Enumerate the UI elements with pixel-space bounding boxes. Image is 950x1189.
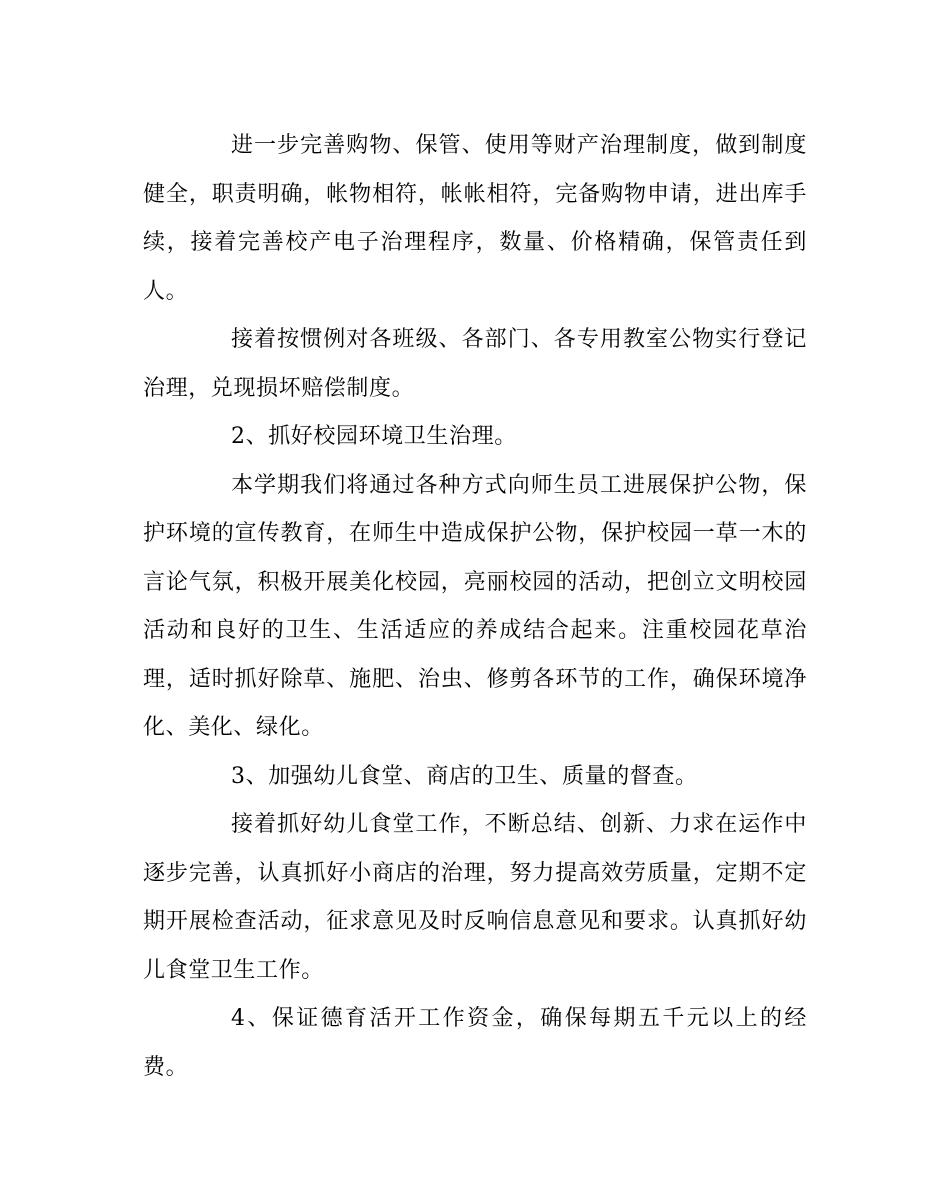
- paragraph-canteen-work: 接着抓好幼儿食堂工作，不断总结、创新、力求在运作中逐步完善，认真抓好小商店的治理，努力提高效劳质量，定期不定期开展检查活动，征求意见及时反响信息意见和要求。认真抓好幼儿食堂卫生工作。: [143, 812, 807, 983]
- document-body: [143, 122, 807, 1092]
- heading-campus-hygiene: 2、抓好校园环境卫生治理。: [231, 424, 517, 449]
- paragraph-public-property-registration: 接着按惯例对各班级、各部门、各专用教室公物实行登记治理，兑现损坏赔偿制度。: [143, 327, 807, 401]
- paragraph-property-management: 进一步完善购物、保管、使用等财产治理制度，做到制度健全，职责明确，帐物相符，帐帐相符，完备购物申请，进出库手续，接着完善校产电子治理程序，数量、价格精确，保管责任到人。: [143, 133, 807, 304]
- heading-moral-education-funding: 4、保证德育活开工作资金，确保每期五千元以上的经费。: [143, 1006, 807, 1080]
- heading-canteen-supervision: 3、加强幼儿食堂、商店的卫生、质量的督查。: [231, 763, 698, 789]
- paragraph-campus-environment: 本学期我们将通过各种方式向师生员工进展保护公物，保护环境的宣传教育，在师生中造成保护公物，保护校园一草一木的言论气氛，积极开展美化校园，亮丽校园的活动，把创立文明校园活动和良好的卫生、生活适应的养成结合起来。注重校园花草治理，适时抓好除草、施肥、治虫、修剪各环节的工作，确保环境净化、美化、绿化。: [143, 472, 807, 740]
